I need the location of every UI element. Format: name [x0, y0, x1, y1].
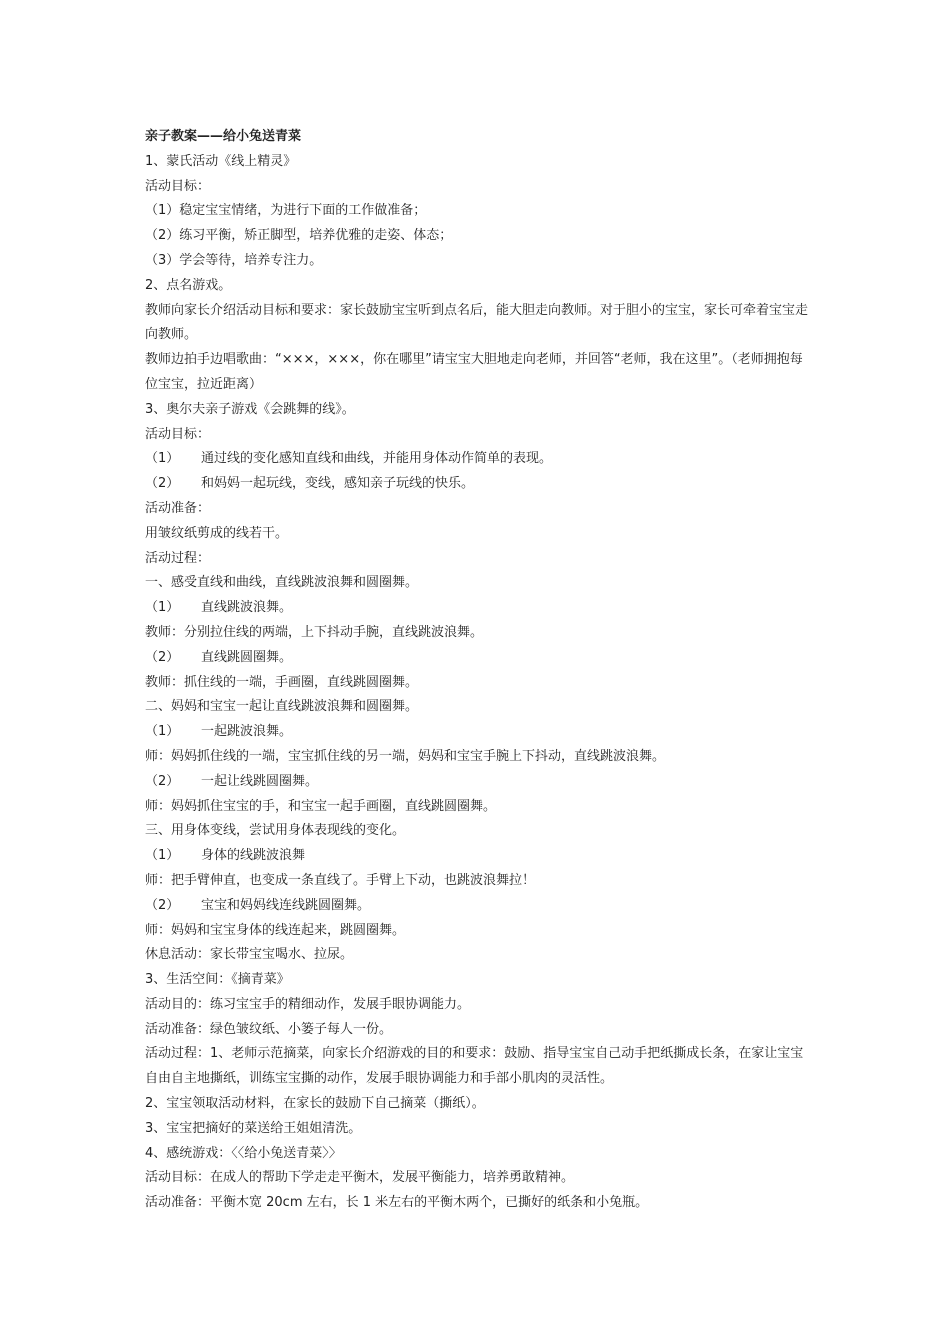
numbered-line — [145, 596, 815, 621]
numbered-line — [145, 447, 815, 472]
text-line: 三、用身体变线，尝试用身体表现线的变化。 — [145, 823, 406, 839]
document-title: 亲子教案——给小兔送青菜 — [145, 129, 302, 144]
text-paragraph: 活动过程：1、老师示范摘菜，向家长介绍游戏的目的和要求：鼓励、指导宝宝自己动手把纸撕成长条，在家让宝宝自由自主地撕纸，训练宝宝撕的动作，发展手眼协调能力和手部小肌肉的灵活性。 — [145, 1046, 804, 1087]
item-number: （2） — [145, 773, 180, 789]
text-line: （1）稳定宝宝情绪，为进行下面的工作做准备； — [145, 203, 427, 219]
text-line: 活动准备：平衡木宽 20cm 左右，长 1 米左右的平衡木两个，已撕好的纸条和小兔瓶。 — [145, 1195, 649, 1211]
text-line: 休息活动：家长带宝宝喝水、拉尿。 — [145, 947, 354, 963]
numbered-line — [145, 472, 815, 497]
text-line: 活动准备：绿色皱纹纸、小篓子每人一份。 — [145, 1021, 393, 1037]
item-text: 通过线的变化感知直线和曲线，并能用身体动作简单的表现。 — [201, 451, 553, 467]
text-line: （3）学会等待，培养专注力。 — [145, 252, 323, 268]
text-line: 教师：抓住线的一端，手画圈，直线跳圆圈舞。 — [145, 674, 419, 690]
item-number: （1） — [145, 600, 180, 616]
text-line: 4、感统游戏：〈〈给小兔送青菜〉〉 — [145, 1145, 342, 1161]
text-paragraph: 教师向家长介绍活动目标和要求：家长鼓励宝宝听到点名后，能大胆走向教师。对于胆小的宝宝，家长可牵着宝宝走向教师。 — [145, 302, 809, 343]
text-line: 3、生活空间：《摘青菜》 — [145, 972, 290, 988]
text-line: （2）练习平衡，矫正脚型，培养优雅的走姿、体态； — [145, 228, 453, 244]
numbered-line — [145, 720, 815, 745]
text-line: 二、妈妈和宝宝一起让直线跳波浪舞和圆圈舞。 — [145, 699, 419, 715]
document-body — [145, 125, 815, 1216]
item-number: （1） — [145, 724, 180, 740]
item-text: 直线跳圆圈舞。 — [201, 649, 293, 665]
text-line: 教师：分别拉住线的两端，上下抖动手腕，直线跳波浪舞。 — [145, 624, 484, 640]
text-paragraph: 教师边拍手边唱歌曲：“×××，×××，你在哪里”请宝宝大胆地走向老师，并回答“老师，我在这里”。（老师拥抱每位宝宝，拉近距离） — [145, 352, 803, 392]
item-text: 一起跳波浪舞。 — [201, 724, 293, 740]
text-line: 活动目标： — [145, 426, 211, 442]
numbered-line — [145, 646, 815, 671]
item-text: 和妈妈一起玩线，变线，感知亲子玩线的快乐。 — [201, 476, 475, 492]
text-line: 活动目标： — [145, 178, 211, 194]
text-line: 3、奥尔夫亲子游戏《会跳舞的线》。 — [145, 401, 355, 417]
text-line: 师：妈妈和宝宝身体的线连起来，跳圆圈舞。 — [145, 922, 406, 938]
item-number: （1） — [145, 451, 180, 467]
item-text: 直线跳波浪舞。 — [201, 600, 293, 616]
item-number: （2） — [145, 649, 180, 665]
numbered-line — [145, 844, 815, 869]
item-number: （2） — [145, 476, 180, 492]
text-line: 3、宝宝把摘好的菜送给王姐姐清洗。 — [145, 1120, 362, 1136]
item-text: 身体的线跳波浪舞 — [201, 848, 306, 864]
text-line: 1、蒙氏活动《线上精灵》 — [145, 153, 297, 169]
item-number: （2） — [145, 897, 180, 913]
item-number: （1） — [145, 848, 180, 864]
text-line: 2、宝宝领取活动材料，在家长的鼓励下自己摘菜（撕纸）。 — [145, 1096, 485, 1112]
item-text: 宝宝和妈妈线连线跳圆圈舞。 — [201, 897, 371, 913]
numbered-line — [145, 894, 815, 919]
text-line: 活动目标：在成人的帮助下学走走平衡木，发展平衡能力，培养勇敢精神。 — [145, 1170, 575, 1186]
text-line: 用皱纹纸剪成的线若干。 — [145, 525, 289, 541]
text-line: 一、感受直线和曲线，直线跳波浪舞和圆圈舞。 — [145, 575, 419, 591]
text-line: 2、点名游戏。 — [145, 277, 232, 293]
item-text: 一起让线跳圆圈舞。 — [201, 773, 319, 789]
text-line: 活动准备： — [145, 500, 211, 516]
text-line: 活动目的：练习宝宝手的精细动作，发展手眼协调能力。 — [145, 996, 471, 1012]
text-line: 师：妈妈抓住线的一端，宝宝抓住线的另一端，妈妈和宝宝手腕上下抖动，直线跳波浪舞。 — [145, 748, 666, 764]
numbered-line — [145, 770, 815, 795]
text-line: 师：把手臂伸直，也变成一条直线了。手臂上下动，也跳波浪舞拉！ — [145, 872, 536, 888]
text-line: 师：妈妈抓住宝宝的手，和宝宝一起手画圈，直线跳圆圈舞。 — [145, 798, 497, 814]
text-line: 活动过程： — [145, 550, 211, 566]
